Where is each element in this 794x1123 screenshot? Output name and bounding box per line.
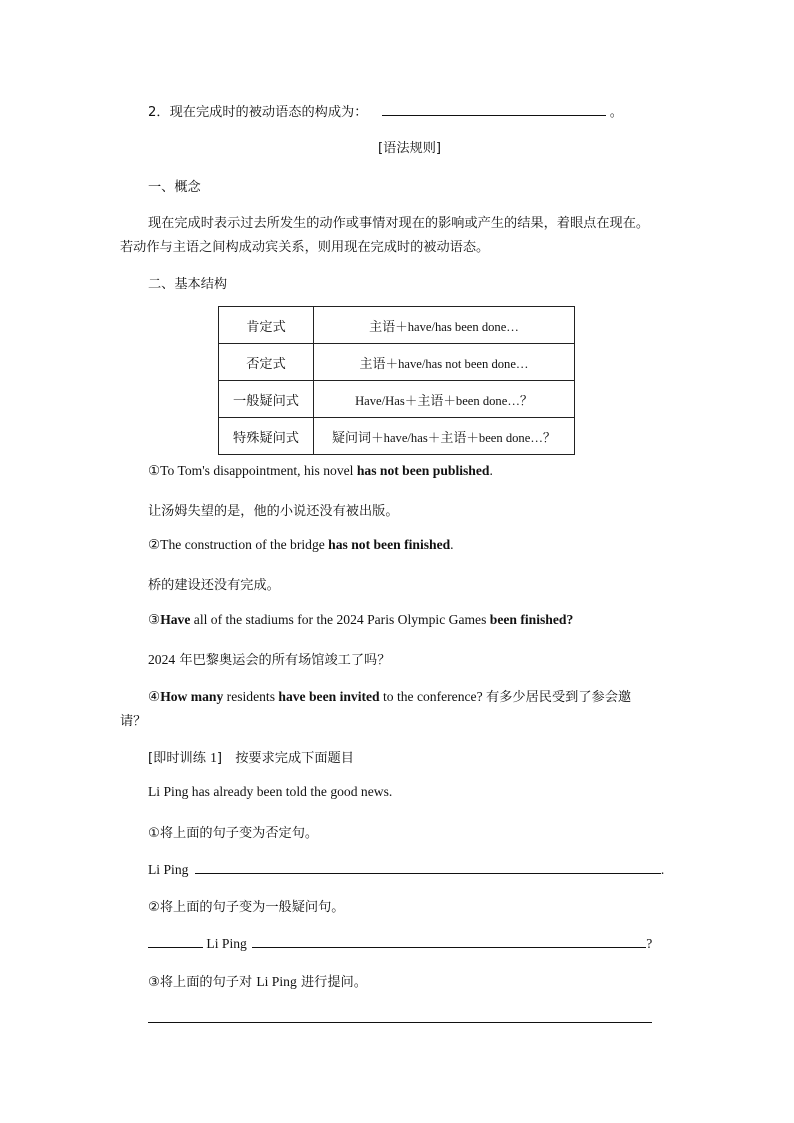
example-text: to the conference? <box>379 689 487 704</box>
formula-part: 主语 <box>417 393 444 409</box>
example-text: ④ <box>148 689 161 704</box>
example-1 <box>148 463 493 479</box>
table-row <box>219 381 575 418</box>
formula-part: ＋have/has not been done… <box>385 356 529 371</box>
example-text: ①To Tom's disappointment, his novel <box>148 463 357 478</box>
formula-part: 疑问词 <box>332 430 372 446</box>
answer-suffix: ? <box>646 936 653 951</box>
answer-prefix: Li Ping <box>206 936 247 951</box>
answer-suffix: . <box>660 862 665 877</box>
row-formula <box>314 381 575 418</box>
part1-para-line2: 若动作与主语之间构成动宾关系，则用现在完成时的被动语态。 <box>120 240 490 255</box>
row-formula <box>314 344 575 381</box>
example-keyword: Have <box>160 612 191 627</box>
example-text: ③ <box>148 612 161 627</box>
formula-part: ？ <box>519 393 533 409</box>
table-row <box>219 307 575 344</box>
practice-title-text: 1 <box>210 750 217 765</box>
practice-sentence: Li Ping has already been told the good news. <box>148 784 393 799</box>
formula-part: 主语 <box>369 319 396 335</box>
example-keyword: been finished? <box>489 612 574 627</box>
part1-para-line1: 现在完成时表示过去所发生的动作或事情对现在的影响或产生的结果，着眼点在现在。 <box>148 216 650 231</box>
question-text: ③将上面的句子对 <box>148 975 257 990</box>
answer-blank[interactable] <box>148 1008 652 1023</box>
question-3-answer-line <box>148 1008 652 1027</box>
example-keyword: How many <box>160 689 224 704</box>
row-label: 一般疑问式 <box>219 381 314 418</box>
part2-title: 二、基本结构 <box>148 277 228 292</box>
practice-title-text: ] 按要求完成下面题目 <box>216 751 354 766</box>
row-label: 否定式 <box>219 344 314 381</box>
example-text: 年巴黎奥运会的所有场馆竣工了吗？ <box>175 653 391 668</box>
answer-blank[interactable] <box>195 859 661 874</box>
example-text: all of the stadiums for the 2024 Paris Olympic Games <box>190 612 490 627</box>
table-row <box>219 418 575 455</box>
answer-blank[interactable] <box>252 933 646 948</box>
formula-part: ？ <box>542 430 556 446</box>
formula-part: ＋been done… <box>466 430 543 445</box>
heading-passive-structure <box>148 101 623 120</box>
example-text: 2024 <box>148 652 176 667</box>
section-title: [语法规则] <box>378 141 442 156</box>
row-label: 肯定式 <box>219 307 314 344</box>
formula-part: 主语 <box>359 356 386 372</box>
example-keyword: have been invited <box>278 689 380 704</box>
formula-part: ＋have/has been done… <box>395 319 519 334</box>
example-2 <box>148 537 454 553</box>
example-text: 有多少居民受到了参会邀 <box>486 690 632 705</box>
answer-prefix: Li Ping <box>148 862 189 877</box>
formula-part: Have/Has＋ <box>355 393 418 408</box>
question-2: ②将上面的句子变为一般疑问句。 <box>148 900 345 915</box>
example-3-translation <box>148 649 390 668</box>
example-4-continued: 请？ <box>120 714 147 729</box>
formula-part: ＋been done… <box>443 393 520 408</box>
example-keyword: has not been published <box>356 463 490 478</box>
answer-blank[interactable] <box>148 933 203 948</box>
example-3 <box>148 612 573 628</box>
answer-blank[interactable] <box>382 101 606 116</box>
example-4 <box>148 686 631 705</box>
question-1: ①将上面的句子变为否定句。 <box>148 826 319 841</box>
example-text: residents <box>223 689 279 704</box>
row-label: 特殊疑问式 <box>219 418 314 455</box>
table-row <box>219 344 575 381</box>
structure-table <box>218 306 575 455</box>
example-2-translation: 桥的建设还没有完成。 <box>148 578 280 593</box>
question-1-answer-line <box>148 859 664 878</box>
example-text: . <box>489 463 493 478</box>
row-formula <box>314 418 575 455</box>
question-3 <box>148 971 367 990</box>
heading-text: 2．现在完成时的被动语态的构成为： <box>148 105 368 120</box>
row-formula <box>314 307 575 344</box>
formula-part: ＋have/has＋ <box>371 430 441 445</box>
example-keyword: has not been finished <box>328 537 451 552</box>
question-text: Li Ping <box>256 974 297 989</box>
heading-end: 。 <box>609 105 623 120</box>
part1-title: 一、概念⁠ <box>148 180 201 195</box>
example-text: . <box>450 537 454 552</box>
practice-title <box>148 747 354 766</box>
question-2-answer-line <box>148 933 652 952</box>
example-text: ②The construction of the bridge <box>148 537 329 552</box>
example-1-translation: 让汤姆失望的是，他的小说还没有被出版。 <box>148 504 399 519</box>
question-text: 进行提问。 <box>296 975 367 990</box>
practice-title-text: [即时训练 <box>148 751 211 766</box>
formula-part: 主语 <box>440 430 467 446</box>
